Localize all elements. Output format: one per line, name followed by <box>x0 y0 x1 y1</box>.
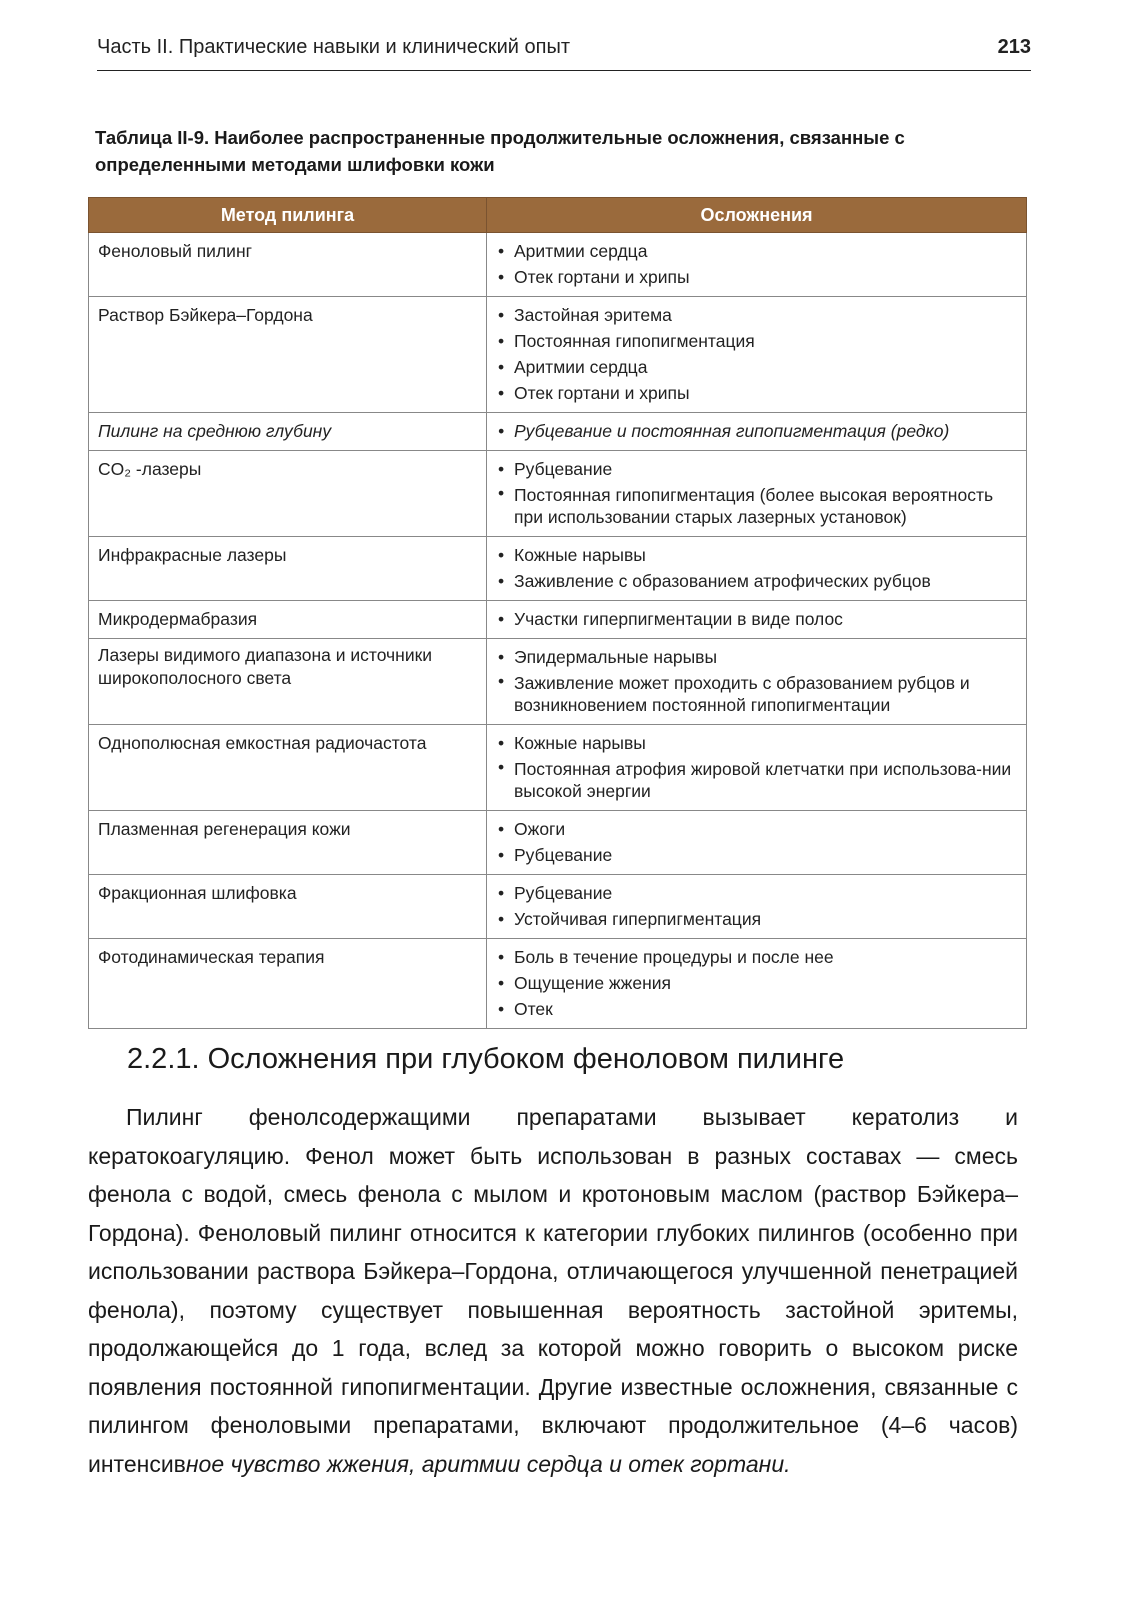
table-row <box>89 537 1027 601</box>
table-caption-label: Таблица II-9. <box>95 127 210 148</box>
table-row <box>89 451 1027 537</box>
complication-item: • Заживление с образованием атрофических рубцов <box>496 568 1018 594</box>
complications-cell <box>487 297 1027 413</box>
table-caption-text: Наиболее распространенные продолжительные осложнения, связанные с определенными методами шлифовки кожи <box>95 127 905 175</box>
complication-item: • Постоянная гипопигментация (более высокая вероятность при использовании старых лазерных установок) <box>496 482 1018 530</box>
complications-cell <box>487 875 1027 939</box>
complications-cell <box>487 725 1027 811</box>
complications-table <box>88 197 1027 1029</box>
complication-item: • Ожоги <box>496 816 1018 842</box>
column-header-complications: Осложнения <box>487 198 1027 233</box>
complication-item: • Отек гортани и хрипы <box>496 380 1018 406</box>
table-row <box>89 639 1027 725</box>
section-heading: 2.2.1. Осложнения при глубоком феноловом пилинге <box>127 1043 845 1075</box>
method-cell: Инфракрасные лазеры <box>89 537 487 601</box>
complication-item: • Боль в течение процедуры и после нее <box>496 944 1018 970</box>
complication-item: • Рубцевание <box>496 880 1018 906</box>
section-paragraph <box>88 1098 1018 1483</box>
method-cell: CO₂ -лазеры <box>89 451 487 537</box>
complication-item: • Отек <box>496 996 1018 1022</box>
complication-item: • Кожные нарывы <box>496 542 1018 568</box>
table-row <box>89 811 1027 875</box>
method-cell: Фракционная шлифовка <box>89 875 487 939</box>
table-row <box>89 297 1027 413</box>
method-cell: Микродермабразия <box>89 601 487 639</box>
complication-item: • Застойная эритема <box>496 302 1018 328</box>
paragraph-main: Пилинг фенолсодержащими препаратами вызывает кератолиз и кератокоагуляцию. Фенол может быть использован в разных составах — смесь фенола с водой, смесь фенола с мылом и кротоновым маслом (раствор Бэйкера–Гордона). Феноловый пилинг относится к категории глубоких пилингов (особенно при использовании раствора Бэйкера–Гордона, отличающегося улучшенной пенетрацией фенола), поэтому существует повышенная вероятность застойной эритемы, продолжающейся до 1 года, вслед за которой можно говорить о высоком риске появления постоянной гипопигментации. Другие известные осложнения, связанные с пилингом феноловыми препаратами, включают продолжительное (4–6 часов) интенсив <box>88 1104 1018 1477</box>
complication-item: • Постоянная гипопигментация <box>496 328 1018 354</box>
table-row <box>89 233 1027 297</box>
page-number: 213 <box>997 36 1031 58</box>
complication-item: • Кожные нарывы <box>496 730 1018 756</box>
method-cell: Однополюсная емкостная радиочастота <box>89 725 487 811</box>
complications-cell <box>487 537 1027 601</box>
complication-item: • Отек гортани и хрипы <box>496 264 1018 290</box>
running-title: Часть II. Практические навыки и клинический опыт <box>97 36 570 58</box>
method-cell: Пилинг на среднюю глубину <box>89 413 487 451</box>
complication-item: • Ощущение жжения <box>496 970 1018 996</box>
complications-cell <box>487 413 1027 451</box>
method-cell: Феноловый пилинг <box>89 233 487 297</box>
complication-item: • Аритмии сердца <box>496 238 1018 264</box>
complication-item: • Рубцевание и постоянная гипопигментация (редко) <box>496 418 1018 444</box>
paragraph-tail: ное чувство жжения, аритмии сердца и отек гортани. <box>185 1450 791 1477</box>
column-header-method: Метод пилинга <box>89 198 487 233</box>
complication-item: • Аритмии сердца <box>496 354 1018 380</box>
table-row <box>89 939 1027 1029</box>
method-cell: Раствор Бэйкера–Гордона <box>89 297 487 413</box>
complication-item: • Устойчивая гиперпигментация <box>496 906 1018 932</box>
complication-item: • Рубцевание <box>496 842 1018 868</box>
method-cell: Плазменная регенерация кожи <box>89 811 487 875</box>
table-row <box>89 601 1027 639</box>
complication-item: • Участки гиперпигментации в виде полос <box>496 606 1018 632</box>
complications-cell <box>487 639 1027 725</box>
complications-cell <box>487 939 1027 1029</box>
table-row <box>89 725 1027 811</box>
method-cell: Фотодинамическая терапия <box>89 939 487 1029</box>
complications-cell <box>487 811 1027 875</box>
complication-item: • Рубцевание <box>496 456 1018 482</box>
page-header <box>97 30 1031 71</box>
table-row <box>89 875 1027 939</box>
table-header-row <box>89 198 1027 233</box>
method-cell: Лазеры видимого диапазона и источники широкополосного света <box>89 639 487 725</box>
complications-cell <box>487 451 1027 537</box>
table-row <box>89 413 1027 451</box>
complication-item: • Заживление может проходить с образованием рубцов и возникновением постоянной гипопигментации <box>496 670 1018 718</box>
table-caption <box>95 124 995 178</box>
complication-item: • Постоянная атрофия жировой клетчатки при использова-нии высокой энергии <box>496 756 1018 804</box>
complication-item: • Эпидермальные нарывы <box>496 644 1018 670</box>
complications-cell <box>487 233 1027 297</box>
complications-cell <box>487 601 1027 639</box>
